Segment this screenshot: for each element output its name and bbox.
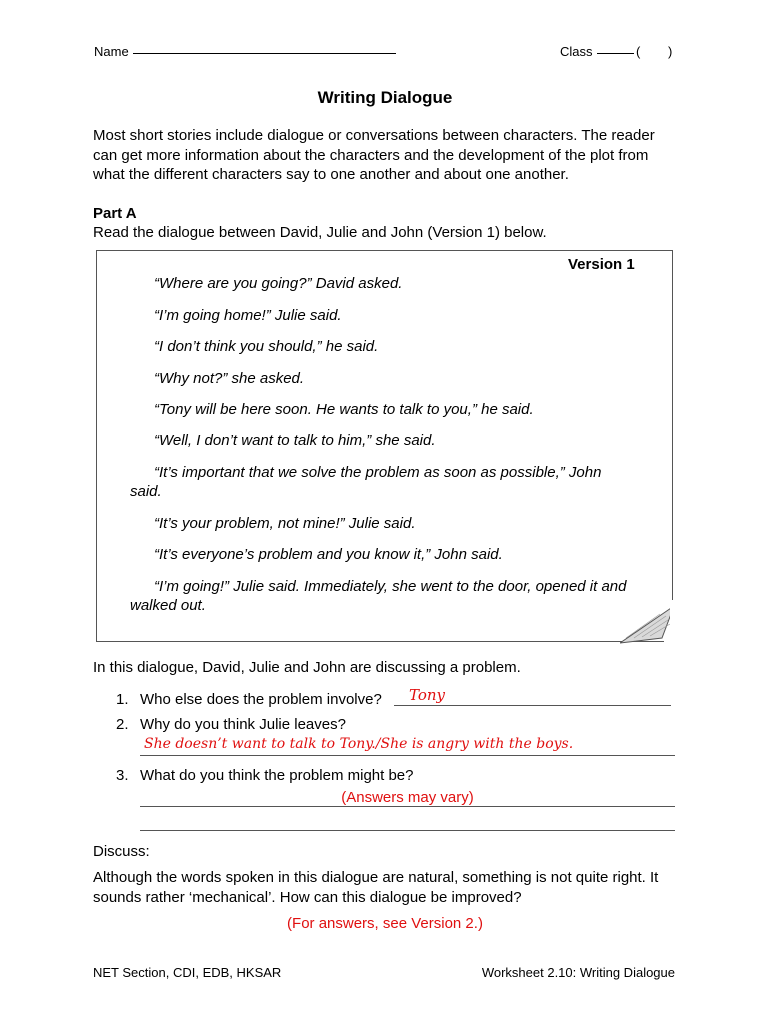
discuss-label: Discuss: [93,843,150,860]
discuss-answer: (For answers, see Version 2.) [287,915,483,932]
dialogue-line: “It’s important that we solve the problem as soon as possible,” John said. [130,464,602,500]
answer-line[interactable] [394,705,671,706]
name-field-line[interactable] [133,53,396,54]
answer-text: She doesn’t want to talk to Tony./She is angry with the boys. [144,736,574,752]
version-label: Version 1 [568,256,635,273]
dialogue-line: “It’s your problem, not mine!” Julie said. [154,515,416,532]
question-text: What do you think the problem might be? [140,767,414,784]
class-number-close-paren: ) [668,44,673,59]
page-title: Writing Dialogue [317,88,453,107]
class-field-line[interactable] [597,53,634,54]
discuss-paragraph: Although the words spoken in this dialogue are natural, something is not quite right. It sounds rather ‘mechanical’. How can this dialogue be improved? [93,869,659,906]
class-label: Class [560,44,593,59]
answer-line[interactable] [140,830,675,831]
part-a-heading: Part A [93,205,137,222]
answer-line[interactable] [140,755,675,756]
dialogue-line: “Tony will be here soon. He wants to talk to you,” he said. [154,401,534,418]
footer-left: NET Section, CDI, EDB, HKSAR [93,965,282,980]
answer-text: Tony [409,686,446,704]
dialogue-line: “Where are you going?” David asked. [154,275,403,292]
question-text: Why do you think Julie leaves? [140,716,346,733]
dialogue-line: “I’m going!” Julie said. Immediately, she went to the door, opened it and walked out. [130,578,627,614]
intro-paragraph: Most short stories include dialogue or conversations between characters. The reader can get more information about the characters and the development of the plot from what the different characters say to one another and about one another. [93,127,655,183]
dialogue-line: “Why not?” she asked. [154,370,305,387]
question-number: 2. [116,716,129,733]
part-a-instruction: Read the dialogue between David, Julie and John (Version 1) below. [93,224,547,241]
dialogue-line: “I’m going home!” Julie said. [154,307,342,324]
answer-text: (Answers may vary) [341,789,474,806]
question-number: 1. [116,691,129,708]
question-text: Who else does the problem involve? [140,691,382,708]
dialogue-line: “Well, I don’t want to talk to him,” she said. [154,432,436,449]
dialogue-line: “It’s everyone’s problem and you know it,” John said. [154,546,503,563]
name-label: Name [94,44,129,59]
class-number-open-paren: ( [636,44,641,59]
footer-right: Worksheet 2.10: Writing Dialogue [481,965,675,980]
discussion-intro: In this dialogue, David, Julie and John are discussing a problem. [93,659,521,676]
dialogue-line: “I don’t think you should,” he said. [154,338,379,355]
question-number: 3. [116,767,129,784]
